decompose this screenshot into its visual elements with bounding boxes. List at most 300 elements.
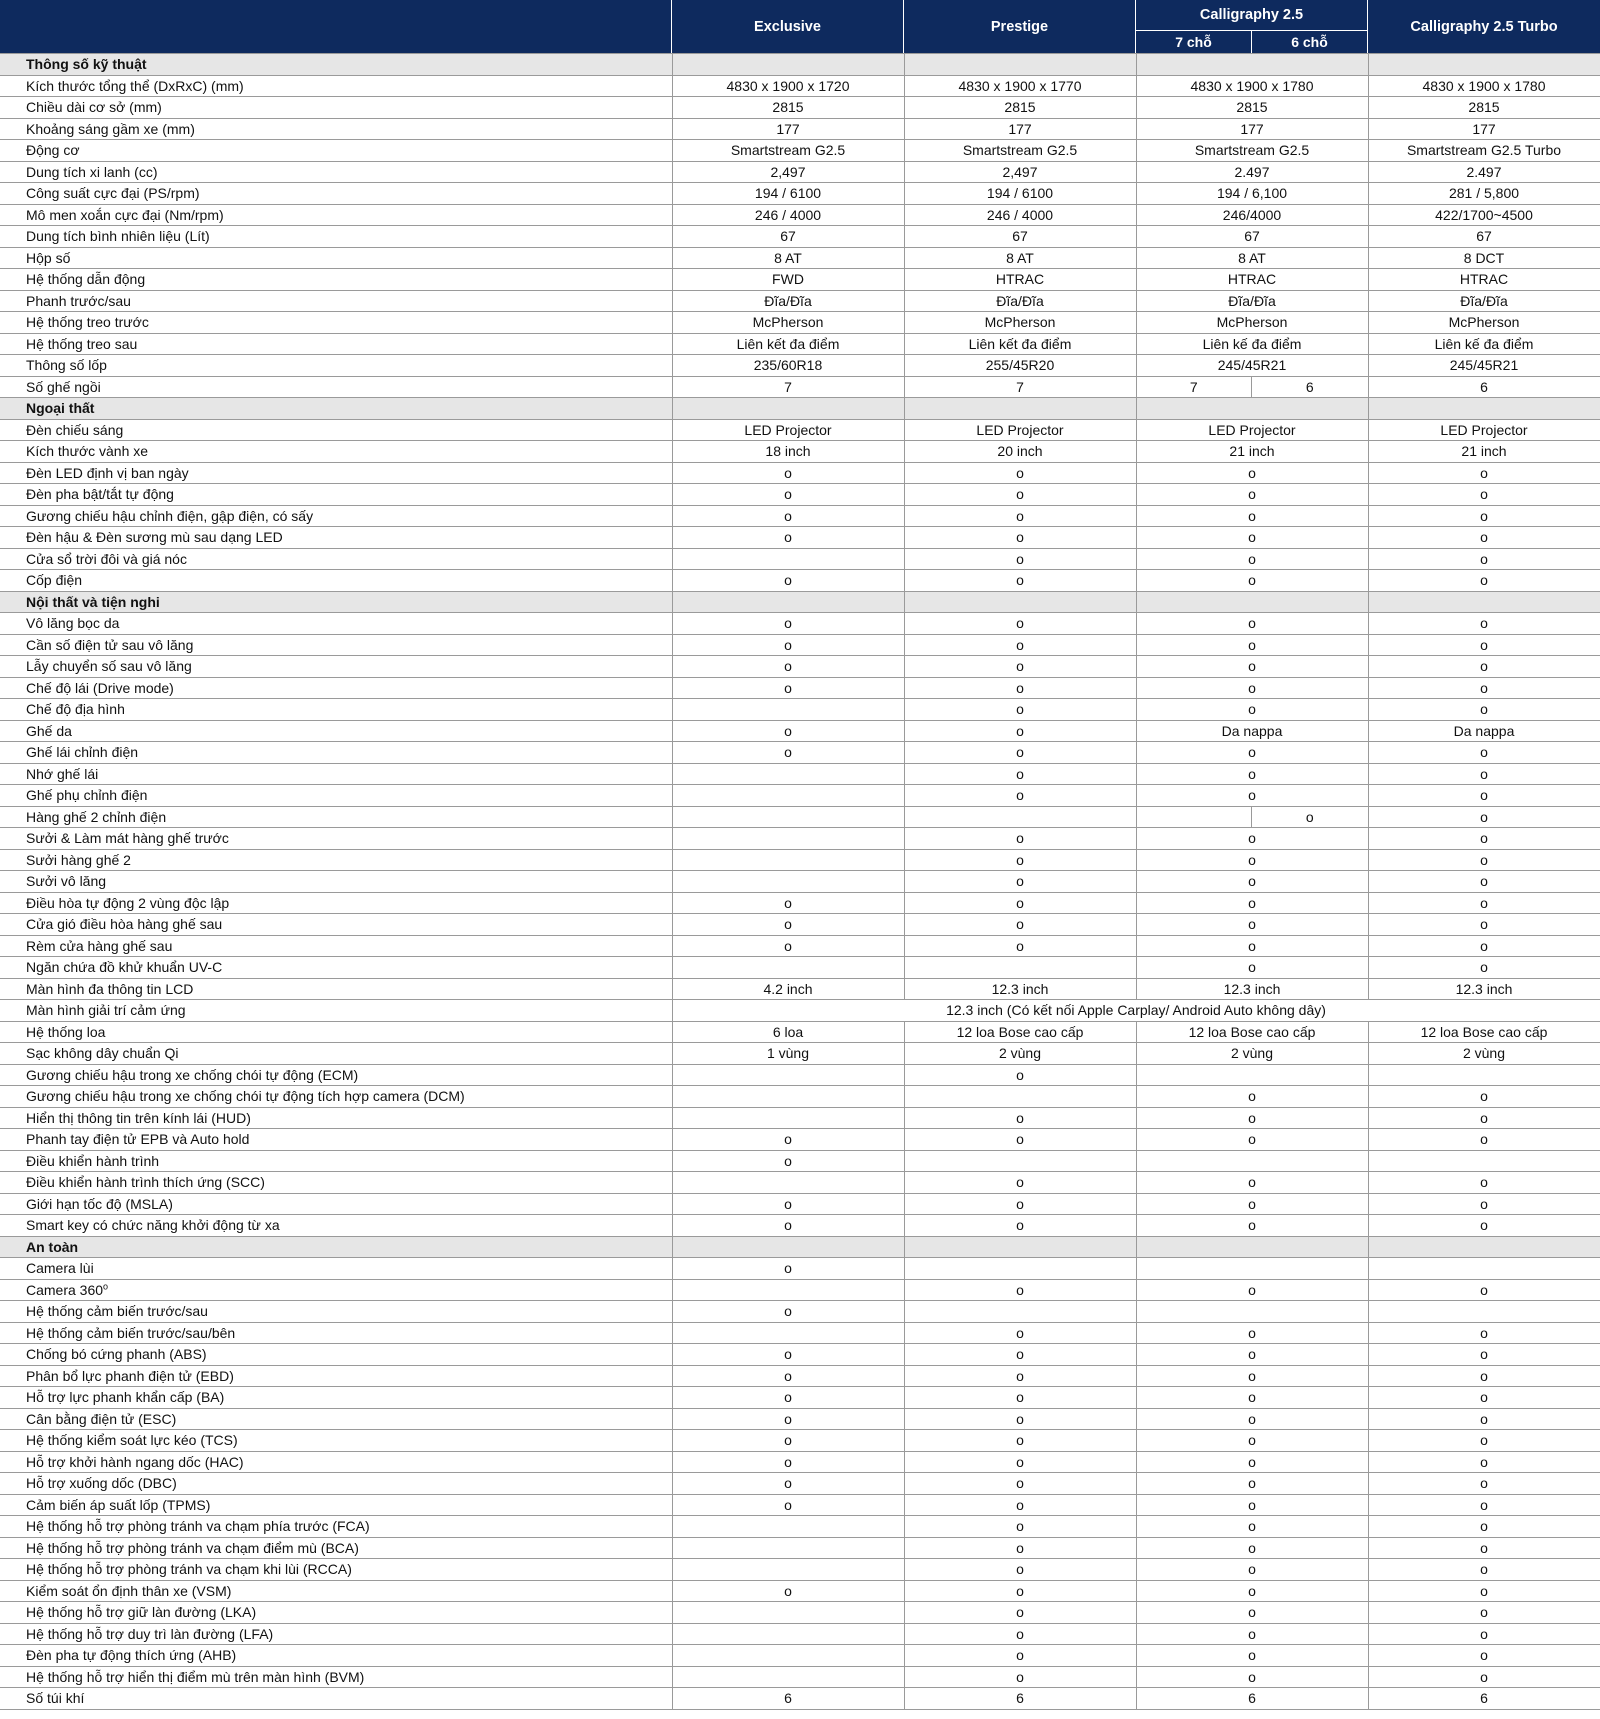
check-mark: o [672,1215,904,1237]
table-row [0,1000,1600,1022]
table-row [0,613,1600,635]
row-label: Chống bó cứng phanh (ABS) [0,1344,672,1366]
cell-value [672,1322,904,1344]
cell-value: Đĩa/Đĩa [672,290,904,312]
cell-value: 67 [672,226,904,248]
check-mark: o [1136,1344,1368,1366]
cell-value: 2.497 [1136,161,1368,183]
check-mark: o [1136,1516,1368,1538]
cell-value [672,1086,904,1108]
table-row [0,183,1600,205]
row-label: Chiều dài cơ sở (mm) [0,97,672,119]
cell-value: LED Projector [1368,419,1600,441]
section-filler [1368,54,1600,76]
table-row [0,312,1600,334]
table-row [0,1387,1600,1409]
check-mark: o [1136,1580,1368,1602]
table-row [0,656,1600,678]
split-cell [1136,376,1368,398]
cell-value: Da nappa [1368,720,1600,742]
cell-value: 177 [1136,118,1368,140]
row-label: Dung tích bình nhiên liệu (Lít) [0,226,672,248]
section-filler [1368,398,1600,420]
cell-value: 6 [1136,1688,1368,1710]
cell-value: 6 [672,1688,904,1710]
check-mark: o [672,892,904,914]
cell-value [672,1537,904,1559]
check-mark: o [1368,1279,1600,1301]
check-mark: o [672,613,904,635]
check-mark: o [904,892,1136,914]
row-label: Hỗ trợ xuống dốc (DBC) [0,1473,672,1495]
section-filler [672,398,904,420]
check-mark: o [1368,1494,1600,1516]
cell-value: 12 loa Bose cao cấp [904,1021,1136,1043]
row-label: Phanh trước/sau [0,290,672,312]
check-mark: o [1368,1107,1600,1129]
row-label: Ghế phụ chỉnh điện [0,785,672,807]
table-row [0,1064,1600,1086]
table-row [0,419,1600,441]
header-exclusive: Exclusive [672,0,903,53]
check-mark: o [672,1129,904,1151]
table-row [0,1107,1600,1129]
section-filler [904,591,1136,613]
cell-value [904,1301,1136,1323]
check-mark: o [672,1494,904,1516]
table-row [0,763,1600,785]
table-row [0,1602,1600,1624]
header-calligraphy-turbo: Calligraphy 2.5 Turbo [1368,0,1600,53]
section-title: Nội thất và tiện nghi [0,591,672,613]
cell-value [1136,1064,1368,1086]
cell-value: Đĩa/Đĩa [1136,290,1368,312]
table-row [0,1279,1600,1301]
cell-value [672,849,904,871]
cell-value: 246 / 4000 [904,204,1136,226]
cell-value: 2 vùng [1136,1043,1368,1065]
check-mark: o [1136,1473,1368,1495]
split-left-value [1137,807,1253,828]
cell-value: 1 vùng [672,1043,904,1065]
table-row [0,978,1600,1000]
check-mark: o [672,914,904,936]
check-mark: o [672,1258,904,1280]
row-label: Màn hình giải trí cảm ứng [0,1000,672,1022]
row-label: Kích thước tổng thể (DxRxC) (mm) [0,75,672,97]
cell-value: HTRAC [904,269,1136,291]
row-label: Hệ thống hỗ trợ phòng tránh va chạm khi lùi (RCCA) [0,1559,672,1581]
check-mark: o [1136,484,1368,506]
cell-value: 67 [904,226,1136,248]
cell-value [672,1602,904,1624]
check-mark: o [1368,742,1600,764]
table-row [0,333,1600,355]
cell-value [904,957,1136,979]
table-row [0,1086,1600,1108]
cell-value: 12.3 inch [904,978,1136,1000]
row-label: Điều hòa tự động 2 vùng độc lập [0,892,672,914]
check-mark: o [1368,484,1600,506]
check-mark: o [672,634,904,656]
check-mark: o [1136,634,1368,656]
row-label: Hệ thống dẫn động [0,269,672,291]
cell-value: 245/45R21 [1136,355,1368,377]
section-filler [672,1236,904,1258]
spanning-value: 12.3 inch (Có kết nối Apple Carplay/ Android Auto không dây) [672,1000,1600,1022]
cell-value: 255/45R20 [904,355,1136,377]
check-mark: o [672,742,904,764]
cell-value: 2 vùng [1368,1043,1600,1065]
cell-value: LED Projector [672,419,904,441]
table-row [0,1451,1600,1473]
row-label: Vô lăng bọc da [0,613,672,635]
section-header-row [0,398,1600,420]
cell-value: 18 inch [672,441,904,463]
table-row [0,1494,1600,1516]
row-label: Cốp điện [0,570,672,592]
row-label: Đèn pha bật/tắt tự động [0,484,672,506]
row-label: Gương chiếu hậu chỉnh điện, gập điện, có sấy [0,505,672,527]
table-row [0,376,1600,398]
check-mark: o [1136,462,1368,484]
check-mark: o [1368,849,1600,871]
check-mark: o [1368,1473,1600,1495]
section-filler [1136,398,1368,420]
section-title: Ngoại thất [0,398,672,420]
cell-value [1368,1258,1600,1280]
check-mark: o [1368,828,1600,850]
check-mark: o [1368,785,1600,807]
cell-value [1368,1301,1600,1323]
cell-value [672,548,904,570]
table-row [0,1537,1600,1559]
table-row [0,1559,1600,1581]
check-mark: o [904,1645,1136,1667]
table-row [0,1688,1600,1710]
section-filler [1136,1236,1368,1258]
table-row [0,204,1600,226]
table-row [0,1129,1600,1151]
cell-value [672,1645,904,1667]
check-mark: o [672,677,904,699]
section-filler [904,398,1136,420]
cell-value [672,1107,904,1129]
check-mark: o [904,1580,1136,1602]
section-filler [1368,591,1600,613]
row-label: Gương chiếu hậu trong xe chống chói tự động (ECM) [0,1064,672,1086]
cell-value: 8 DCT [1368,247,1600,269]
table-row [0,226,1600,248]
table-row [0,785,1600,807]
table-row [0,1516,1600,1538]
cell-value: HTRAC [1368,269,1600,291]
cell-value: Smartstream G2.5 [904,140,1136,162]
cell-value: LED Projector [1136,419,1368,441]
cell-value: 4830 x 1900 x 1770 [904,75,1136,97]
cell-value: 7 [672,376,904,398]
check-mark: o [904,1602,1136,1624]
check-mark: o [904,656,1136,678]
section-title: Thông số kỹ thuật [0,54,672,76]
cell-value: McPherson [1136,312,1368,334]
check-mark: o [672,1387,904,1409]
check-mark: o [672,1408,904,1430]
section-filler [672,591,904,613]
spec-table [0,53,1600,1710]
cell-value [672,1064,904,1086]
table-row [0,1258,1600,1280]
check-mark: o [1368,892,1600,914]
row-label: Sưởi & Làm mát hàng ghế trước [0,828,672,850]
cell-value: Liên kết đa điểm [672,333,904,355]
check-mark: o [904,935,1136,957]
check-mark: o [1368,1516,1600,1538]
check-mark: o [904,1193,1136,1215]
cell-value: 2815 [672,97,904,119]
check-mark: o [672,1451,904,1473]
table-row [0,1301,1600,1323]
check-mark: o [1136,1193,1368,1215]
cell-value [672,1666,904,1688]
check-mark: o [1368,699,1600,721]
cell-value: FWD [672,269,904,291]
check-mark: o [1368,806,1600,828]
check-mark: o [1368,1537,1600,1559]
section-filler [1136,54,1368,76]
check-mark: o [904,1666,1136,1688]
table-row [0,935,1600,957]
cell-value: McPherson [672,312,904,334]
row-label: Điều khiển hành trình [0,1150,672,1172]
check-mark: o [904,1365,1136,1387]
check-mark: o [1368,462,1600,484]
check-mark: o [672,1365,904,1387]
cell-value: 6 loa [672,1021,904,1043]
check-mark: o [1368,656,1600,678]
header-7-seats: 7 chỗ [1136,31,1251,53]
check-mark: o [1136,548,1368,570]
row-label: Hệ thống kiểm soát lực kéo (TCS) [0,1430,672,1452]
check-mark: o [904,849,1136,871]
check-mark: o [1368,1365,1600,1387]
table-row [0,527,1600,549]
table-header [0,0,1600,53]
table-row [0,1473,1600,1495]
check-mark: o [1136,1322,1368,1344]
row-label: Đèn pha tự động thích ứng (AHB) [0,1645,672,1667]
check-mark: o [1368,871,1600,893]
row-label: Sưởi hàng ghế 2 [0,849,672,871]
cell-value [672,1516,904,1538]
table-row [0,720,1600,742]
check-mark: o [904,871,1136,893]
cell-value: 2.497 [1368,161,1600,183]
row-label: Hệ thống cảm biến trước/sau [0,1301,672,1323]
check-mark: o [1368,1215,1600,1237]
row-label: Nhớ ghế lái [0,763,672,785]
check-mark: o [904,1473,1136,1495]
table-row [0,1623,1600,1645]
cell-value: Smartstream G2.5 [672,140,904,162]
check-mark: o [1136,742,1368,764]
section-title: An toàn [0,1236,672,1258]
check-mark: o [1136,892,1368,914]
row-label: Ngăn chứa đồ khử khuẩn UV-C [0,957,672,979]
row-label: Kích thước vành xe [0,441,672,463]
split-cell [1136,806,1368,828]
check-mark: o [1368,1623,1600,1645]
check-mark: o [1368,1086,1600,1108]
check-mark: o [672,935,904,957]
table-row [0,957,1600,979]
cell-value [1136,1301,1368,1323]
check-mark: o [904,914,1136,936]
check-mark: o [1136,677,1368,699]
check-mark: o [904,1623,1136,1645]
cell-value: 67 [1136,226,1368,248]
check-mark: o [1368,1193,1600,1215]
check-mark: o [1368,763,1600,785]
row-label: Hệ thống treo trước [0,312,672,334]
cell-value: 12.3 inch [1136,978,1368,1000]
table-row [0,570,1600,592]
row-label: Kiểm soát ổn định thân xe (VSM) [0,1580,672,1602]
row-label: Hộp số [0,247,672,269]
cell-value: 6 [904,1688,1136,1710]
check-mark: o [1136,1430,1368,1452]
table-row [0,75,1600,97]
check-mark: o [904,570,1136,592]
cell-value: McPherson [1368,312,1600,334]
section-header-row [0,591,1600,613]
check-mark: o [1368,935,1600,957]
cell-value [904,1150,1136,1172]
check-mark: o [1136,763,1368,785]
cell-value: Smartstream G2.5 Turbo [1368,140,1600,162]
superscript: o [103,1280,109,1291]
header-calligraphy: Calligraphy 2.5 [1136,0,1367,30]
row-label: Hệ thống loa [0,1021,672,1043]
check-mark: o [1136,871,1368,893]
row-label: Màn hình đa thông tin LCD [0,978,672,1000]
table-row [0,1172,1600,1194]
cell-value: HTRAC [1136,269,1368,291]
cell-value: 177 [672,118,904,140]
row-label: Camera 360$^o$ [0,1279,672,1301]
check-mark: o [1136,1559,1368,1581]
cell-value: 4.2 inch [672,978,904,1000]
row-label: Rèm cửa hàng ghế sau [0,935,672,957]
check-mark: o [672,462,904,484]
table-row [0,484,1600,506]
row-label: Hỗ trợ khởi hành ngang dốc (HAC) [0,1451,672,1473]
table-row [0,828,1600,850]
check-mark: o [1136,957,1368,979]
row-label: Hàng ghế 2 chỉnh điện [0,806,672,828]
cell-value [672,785,904,807]
check-mark: o [1136,1602,1368,1624]
row-label: Hệ thống hỗ trợ duy trì làn đường (LFA) [0,1623,672,1645]
check-mark: o [1368,677,1600,699]
check-mark: o [1136,1365,1368,1387]
cell-value: 20 inch [904,441,1136,463]
check-mark: o [1368,1129,1600,1151]
table-row [0,441,1600,463]
check-mark: o [904,1344,1136,1366]
cell-value: 4830 x 1900 x 1780 [1136,75,1368,97]
section-filler [672,54,904,76]
cell-value: 4830 x 1900 x 1720 [672,75,904,97]
check-mark: o [904,1408,1136,1430]
cell-value: 194 / 6,100 [1136,183,1368,205]
cell-value: 12 loa Bose cao cấp [1136,1021,1368,1043]
check-mark: o [904,677,1136,699]
check-mark: o [904,1387,1136,1409]
row-label: Khoảng sáng gầm xe (mm) [0,118,672,140]
cell-value [672,1172,904,1194]
cell-value: Đĩa/Đĩa [1368,290,1600,312]
check-mark: o [904,763,1136,785]
cell-value: 246/4000 [1136,204,1368,226]
cell-value: Liên kế đa điểm [1136,333,1368,355]
cell-value: 2,497 [904,161,1136,183]
check-mark: o [672,1301,904,1323]
check-mark: o [1368,1430,1600,1452]
check-mark: o [672,1473,904,1495]
check-mark: o [672,505,904,527]
cell-value [672,1623,904,1645]
check-mark: o [1136,935,1368,957]
table-row [0,849,1600,871]
cell-value: 245/45R21 [1368,355,1600,377]
table-row [0,1430,1600,1452]
check-mark: o [904,1430,1136,1452]
check-mark: o [904,1451,1136,1473]
row-label: Chế độ lái (Drive mode) [0,677,672,699]
cell-value [904,1258,1136,1280]
check-mark: o [904,785,1136,807]
split-right-value: o [1305,808,1314,825]
row-label: Đèn hậu & Đèn sương mù sau dạng LED [0,527,672,549]
cell-value: 2815 [1368,97,1600,119]
row-label: Sạc không dây chuẩn Qi [0,1043,672,1065]
row-label: Hệ thống hỗ trợ hiển thị điểm mù trên màn hình (BVM) [0,1666,672,1688]
row-label: Ghế lái chỉnh điện [0,742,672,764]
row-label: Động cơ [0,140,672,162]
cell-value: 246 / 4000 [672,204,904,226]
table-row [0,247,1600,269]
check-mark: o [1136,1537,1368,1559]
table-row [0,1193,1600,1215]
split-right-value: 6 [1305,378,1314,395]
cell-value: 8 AT [672,247,904,269]
table-row [0,914,1600,936]
check-mark: o [904,527,1136,549]
check-mark: o [1368,1645,1600,1667]
cell-value [672,957,904,979]
check-mark: o [904,828,1136,850]
table-row [0,1322,1600,1344]
check-mark: o [1136,570,1368,592]
check-mark: o [1368,1408,1600,1430]
check-mark: o [1136,914,1368,936]
spec-table-body [0,54,1600,1710]
cell-value: Liên kế đa điểm [1368,333,1600,355]
table-row [0,1645,1600,1667]
row-label: Hệ thống hỗ trợ giữ làn đường (LKA) [0,1602,672,1624]
cell-value: 177 [904,118,1136,140]
